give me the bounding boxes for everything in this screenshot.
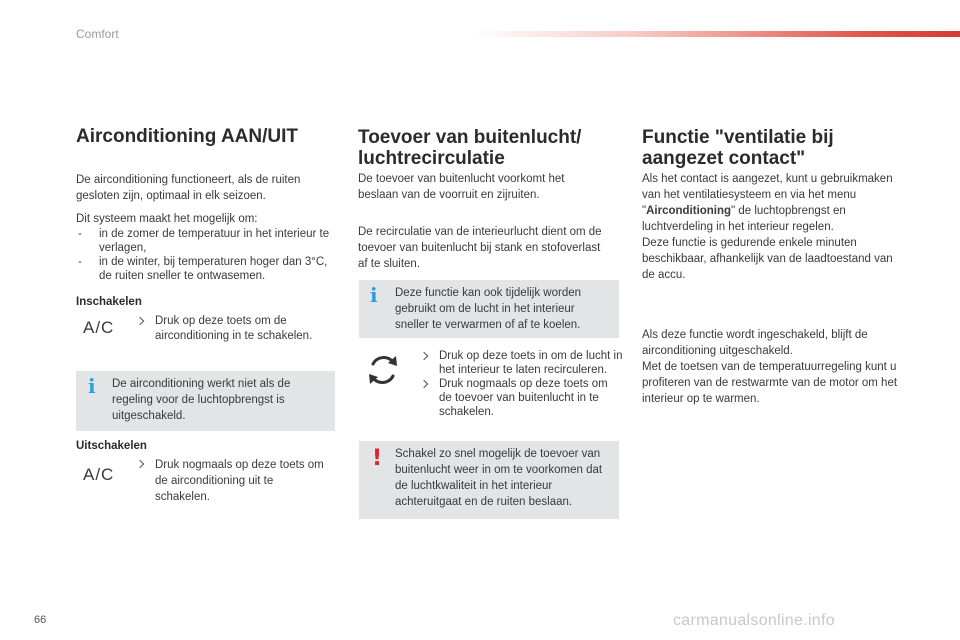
warning-icon: ! [372, 446, 383, 471]
recirculation-icon [365, 352, 401, 388]
col2-warning-box [359, 441, 619, 519]
col3-title-line1: Functie "ventilatie bij [642, 127, 834, 148]
col1-intro: De airconditioning functioneert, als de ruiten gesloten zijn, optimaal in elk seizoen. [76, 174, 301, 202]
watermark: carmanualsonline.info [673, 612, 835, 629]
header-accent-bar [470, 31, 960, 37]
page-number: 66 [34, 614, 47, 626]
col3-para3: Als deze functie wordt ingeschakeld, blijft de airconditioning uitgeschakeld. [642, 329, 868, 357]
col1-on-heading: Inschakelen [76, 296, 142, 308]
list-item: Druk op deze toets in om de lucht in het interieur te laten recirculeren. [418, 349, 623, 377]
ac-button-icon: A/C [83, 465, 115, 484]
col2-list [418, 349, 623, 419]
list-item: - in de zomer de temperatuur in het interieur te verlagen, [76, 227, 338, 255]
col2-para2: De recirculatie van de interieurlucht dient om de toevoer van buitenlucht bij stank en stofoverlast af te sluiten. [358, 226, 602, 270]
col1-on-list [134, 314, 334, 344]
col3-menu-name: Airconditioning [646, 205, 732, 217]
col3-para1 [642, 171, 904, 235]
list-item: Druk op deze toets om de airconditioning in te schakelen. [134, 314, 334, 344]
col1-info-text: De airconditioning werkt niet als de regeling voor de luchtopbrengst is uitgeschakeld. [112, 378, 291, 422]
col2-info-text: Deze functie kan ook tijdelijk worden gebruikt om de lucht in het interieur sneller te verwarmen of af te koelen. [395, 287, 582, 331]
col1-off-list [134, 457, 324, 505]
col2-title-line2: luchtrecirculatie [358, 148, 505, 169]
col3-para1-text: Als het contact is aangezet, kunt u gebruikmaken van het ventilatiesysteem en via het menu " [642, 173, 893, 217]
col2-warning-text: Schakel zo snel mogelijk de toevoer van buitenlucht weer in om te voorkomen dat de luchtkwaliteit in het interieur achteruitgaat en de ruiten beslaan. [395, 448, 603, 508]
col1-info-box [76, 371, 335, 431]
col3-title [642, 127, 932, 169]
col2-title [358, 127, 628, 169]
col1-system-list [76, 227, 338, 283]
info-icon: i [88, 374, 96, 398]
col1-off-heading: Uitschakelen [76, 440, 147, 452]
section-label: Comfort [76, 27, 119, 41]
list-item: - in de winter, bij temperaturen hoger dan 3°C, de ruiten sneller te ontwasemen. [76, 255, 338, 283]
col3-para1-text: " de luchtopbrengst en luchtverdeling in het interieur regelen. [642, 205, 846, 233]
col2-para1: De toevoer van buitenlucht voorkomt het beslaan van de voorruit en zijruiten. [358, 173, 565, 201]
col2-info-box [359, 280, 619, 338]
col3-para4: Met de toetsen van de temperatuurregeling kunt u profiteren van de restwarmte van de motor om het interieur op te warmen. [642, 361, 898, 405]
col1-title: Airconditioning AAN/UIT [76, 126, 298, 147]
col3-title-line2: aangezet contact" [642, 148, 806, 169]
col2-title-line1: Toevoer van buitenlucht/ [358, 127, 582, 148]
info-icon: i [370, 283, 378, 307]
col1-system-lead: Dit systeem maakt het mogelijk om: [76, 213, 258, 225]
list-item: Druk nogmaals op deze toets om de toevoer van buitenlucht in te schakelen. [418, 377, 623, 419]
col3-para2: Deze functie is gedurende enkele minuten beschikbaar, afhankelijk van de laadtoestand van de accu. [642, 237, 893, 281]
list-item: Druk nogmaals op deze toets om de airconditioning uit te schakelen. [134, 457, 324, 505]
ac-button-icon: A/C [83, 318, 115, 337]
